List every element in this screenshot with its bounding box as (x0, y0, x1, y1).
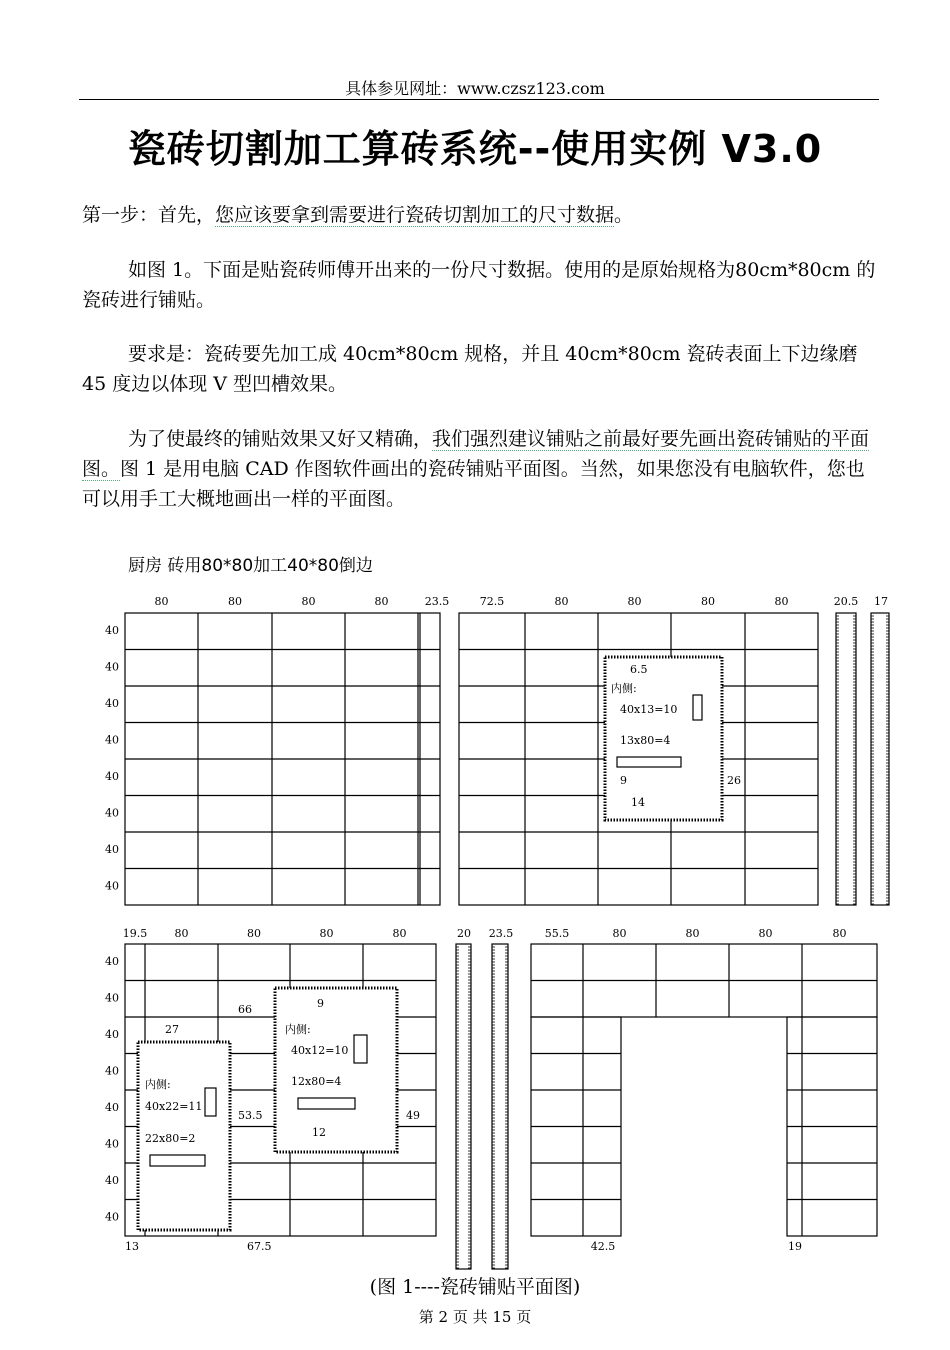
column-width-label: 80 (774, 595, 789, 608)
row-height-label: 40 (105, 991, 119, 1005)
row-height-label: 40 (105, 733, 119, 747)
cutout-label: 13 (125, 1240, 139, 1253)
column-width-label: 55.5 (544, 927, 570, 940)
page-header: 具体参见网址：www.czsz123.com (345, 79, 605, 98)
column-width-label: 80 (685, 927, 700, 940)
cutout-label: 49 (406, 1109, 420, 1122)
row-height-label: 40 (105, 1174, 119, 1187)
cutout-label: 40x22=11 (145, 1100, 203, 1113)
top-strip-2 (871, 613, 889, 905)
column-width-label: 42.5 (590, 1240, 616, 1253)
column-width-label: 19.5 (122, 927, 148, 940)
row-height-label: 40 (105, 697, 119, 710)
column-width-label: 80 (154, 595, 169, 608)
row-height-label: 40 (105, 806, 119, 820)
cutout-label: 40x13=10 (620, 703, 678, 716)
step-suffix: 。 (614, 204, 634, 226)
step-underlined: 您应该要拿到需要进行瓷砖切割加工的尺寸数据 (215, 204, 615, 226)
cutout-label: 内侧: (285, 1023, 311, 1036)
paragraph-2: 要求是：瓷砖要先加工成 40cm*80cm 规格，并且 40cm*80cm 瓷砖表面上下边缘磨 45 度边以体现 V 型凹槽效果。 (82, 343, 858, 395)
row-height-label: 40 (105, 1210, 119, 1224)
cutout-label: 内侧: (611, 682, 637, 695)
cutout-label: 22x80=2 (145, 1132, 196, 1145)
bottom-big-cutout (275, 988, 397, 1152)
column-width-label: 80 (228, 595, 242, 608)
row-height-label: 40 (105, 660, 119, 674)
column-width-label: 20.5 (833, 595, 859, 608)
column-width-label: 17 (874, 595, 888, 608)
figure-heading: 厨房 砖用80*80加工40*80倒边 (128, 556, 373, 576)
row-height-label: 40 (105, 1137, 119, 1151)
cutout-label: 6.5 (630, 663, 648, 676)
row-height-label: 40 (105, 770, 119, 783)
page-footer: 第 2 页 共 15 页 (418, 1308, 532, 1326)
cutout-label: 12 (312, 1126, 326, 1139)
column-width-label: 80 (374, 595, 389, 608)
cutout-label: 66 (238, 1003, 252, 1016)
cutout-label: 12x80=4 (291, 1075, 342, 1088)
column-width-label: 80 (174, 927, 189, 940)
figure-caption: (图 1----瓷砖铺贴平面图) (369, 1276, 581, 1298)
cutout-label: 40x12=10 (291, 1044, 349, 1057)
column-width-label: 80 (832, 927, 847, 940)
row-height-label: 40 (105, 879, 119, 893)
row-height-label: 40 (105, 1101, 119, 1114)
row-height-label: 40 (105, 1064, 119, 1078)
cutout-label: 53.5 (238, 1109, 263, 1122)
column-width-label: 80 (701, 595, 715, 608)
cutout-label: 26 (727, 774, 741, 787)
cutout-label: 14 (631, 796, 645, 809)
cutout-label: 9 (317, 997, 324, 1010)
column-width-label: 80 (554, 595, 569, 608)
header-rule (79, 99, 879, 100)
tile-plan-figure (95, 535, 895, 1270)
cutout-label: 27 (165, 1023, 179, 1036)
column-width-label: 80 (612, 927, 627, 940)
paragraph-3 (82, 424, 877, 514)
para3-post: 图 1 是用电脑 CAD 作图软件画出的瓷砖铺贴平面图。当然，如果您没有电脑软件，您也可以用手工大概地画出一样的平面图。 (82, 458, 865, 510)
column-width-label: 67.5 (247, 1240, 272, 1253)
row-height-label: 40 (105, 843, 119, 856)
column-width-label: 80 (758, 927, 773, 940)
column-width-label: 80 (392, 927, 407, 940)
row-height-label: 40 (105, 955, 119, 968)
top-strip-1 (836, 613, 856, 905)
step-prefix: 第一步：首先， (82, 204, 216, 226)
cutout-label: 9 (620, 774, 627, 787)
page-title: 瓷砖切割加工算砖系统--使用实例 V3.0 (127, 127, 823, 171)
column-width-label: 19 (788, 1240, 802, 1253)
para3-underlined: 我们强烈建议铺贴之前最好要先画出瓷砖铺贴的平面图。 (82, 428, 870, 480)
step-one (82, 200, 882, 227)
para3-pre: 为了使最终的铺贴效果又好又精确， (128, 428, 433, 450)
paragraph-1: 如图 1。下面是贴瓷砖师傅开出来的一份尺寸数据。使用的是原始规格为80cm*80cm 的瓷砖进行铺贴。 (82, 259, 876, 311)
column-width-label: 20 (457, 927, 471, 940)
column-width-label: 23.5 (488, 927, 514, 940)
cutout-label: 内侧: (145, 1078, 171, 1091)
cutout-label: 13x80=4 (620, 734, 671, 747)
column-width-label: 72.5 (479, 595, 505, 608)
column-width-label: 80 (301, 595, 316, 608)
column-width-label: 80 (627, 595, 642, 608)
row-height-label: 40 (105, 624, 119, 637)
row-height-label: 40 (105, 1028, 119, 1041)
column-width-label: 23.5 (424, 595, 450, 608)
column-width-label: 80 (319, 927, 334, 940)
column-width-label: 80 (247, 927, 261, 940)
